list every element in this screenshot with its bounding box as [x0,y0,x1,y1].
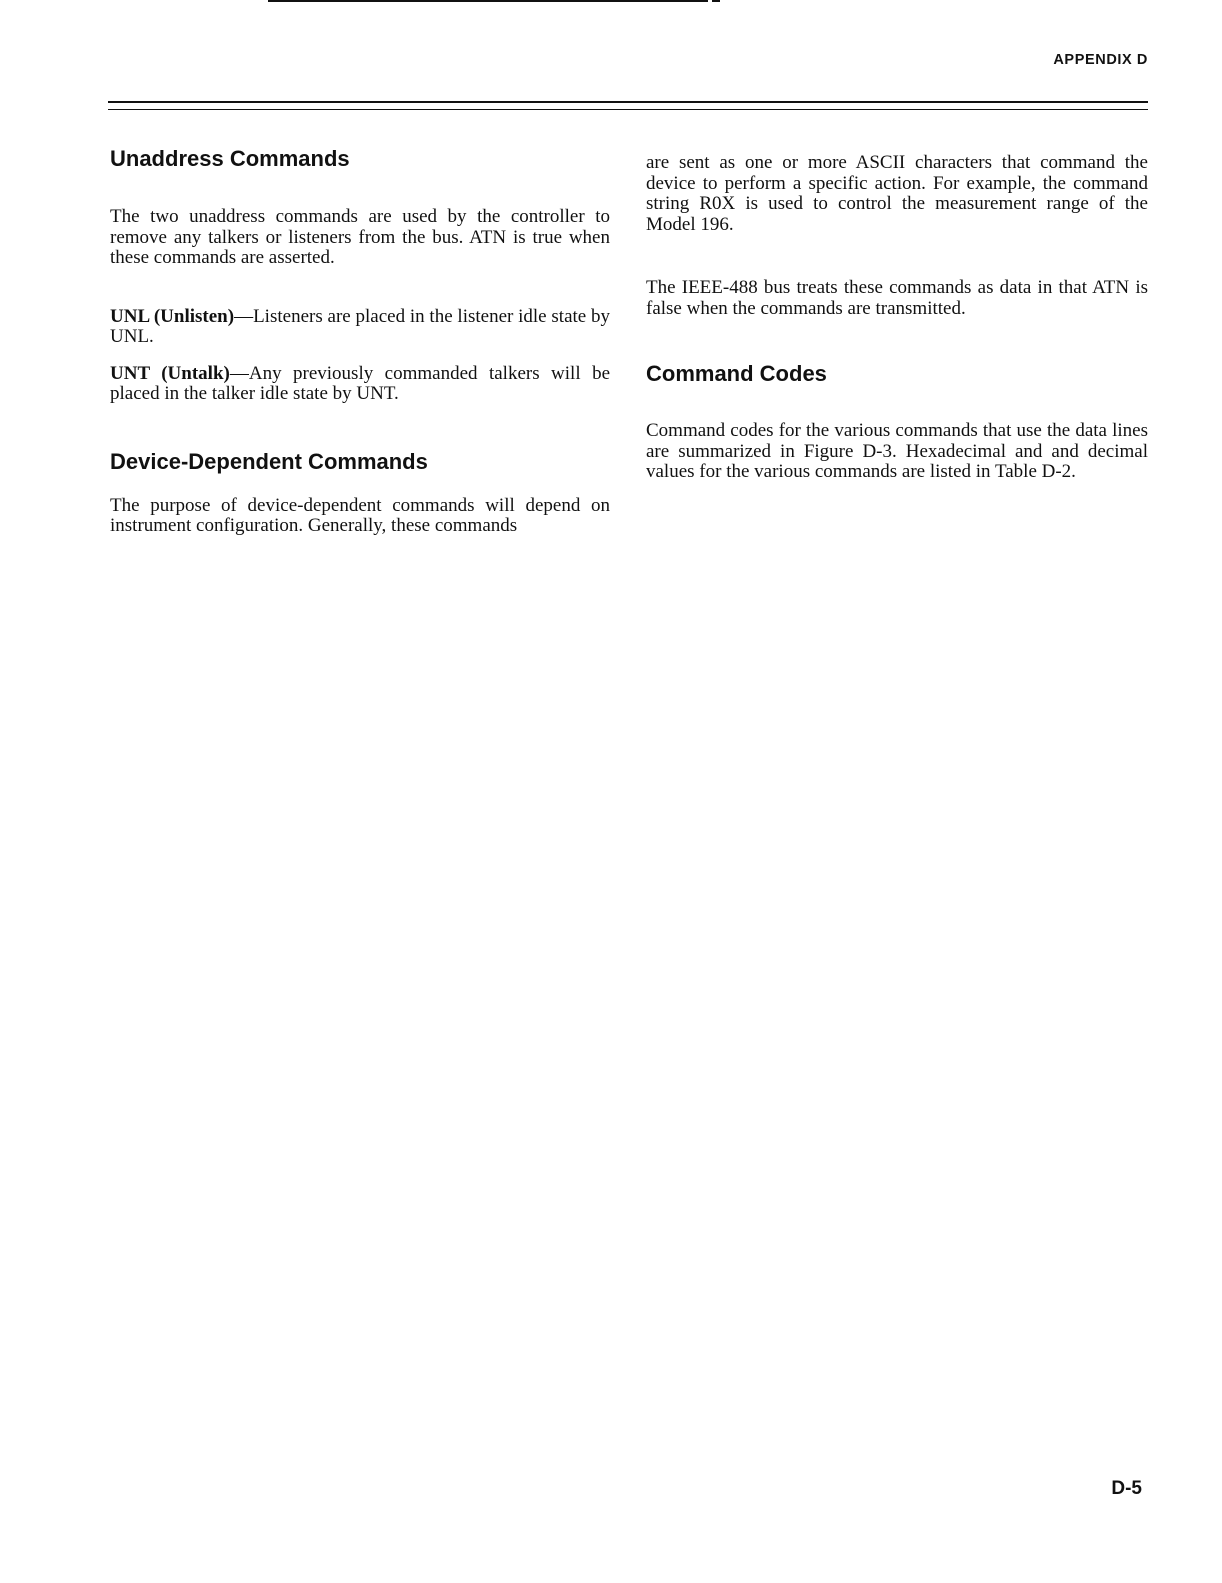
unl-term: UNL (Unlisten) [110,305,235,327]
unt-paragraph [110,364,610,405]
unaddress-commands-heading: Unaddress Commands [110,146,350,171]
continuation-paragraph: are sent as one or more ASCII characters that command the device to perform a specific action. For example, the command string R0X is used to control the measurement range of the Model 196. [646,152,1148,235]
top-rule [268,0,708,2]
unt-term: UNT (Untalk) [110,362,230,384]
top-rule-tick [712,0,720,2]
running-head: APPENDIX D [1053,52,1148,68]
unt-description: —Any previously commanded talkers will be placed in the talker idle state by UNT. [110,362,610,404]
unl-paragraph [110,307,610,348]
unaddress-intro-paragraph: The two unaddress commands are used by the controller to remove any talkers or listeners from the bus. ATN is true when these commands are asserted. [110,206,610,268]
device-dependent-commands-heading: Device-Dependent Commands [110,448,428,474]
unl-description: —Listeners are placed in the listener idle state by UNL. [110,305,610,347]
header-rule [108,101,1148,110]
page-number: D-5 [1111,1478,1142,1499]
ieee-note-paragraph: The IEEE-488 bus treats these commands as data in that ATN is false when the commands are transmitted. [646,277,1148,319]
device-dependent-paragraph: The purpose of device-dependent commands will depend on instrument configuration. Generally, these commands [110,494,610,536]
left-column [110,140,610,537]
right-column [646,140,1148,483]
command-codes-heading: Command Codes [646,361,827,386]
command-codes-paragraph: Command codes for the various commands that use the data lines are summarized in Figure D-3. Hexadecimal and and decimal values for the various commands are listed in Table D-2. [646,420,1148,482]
